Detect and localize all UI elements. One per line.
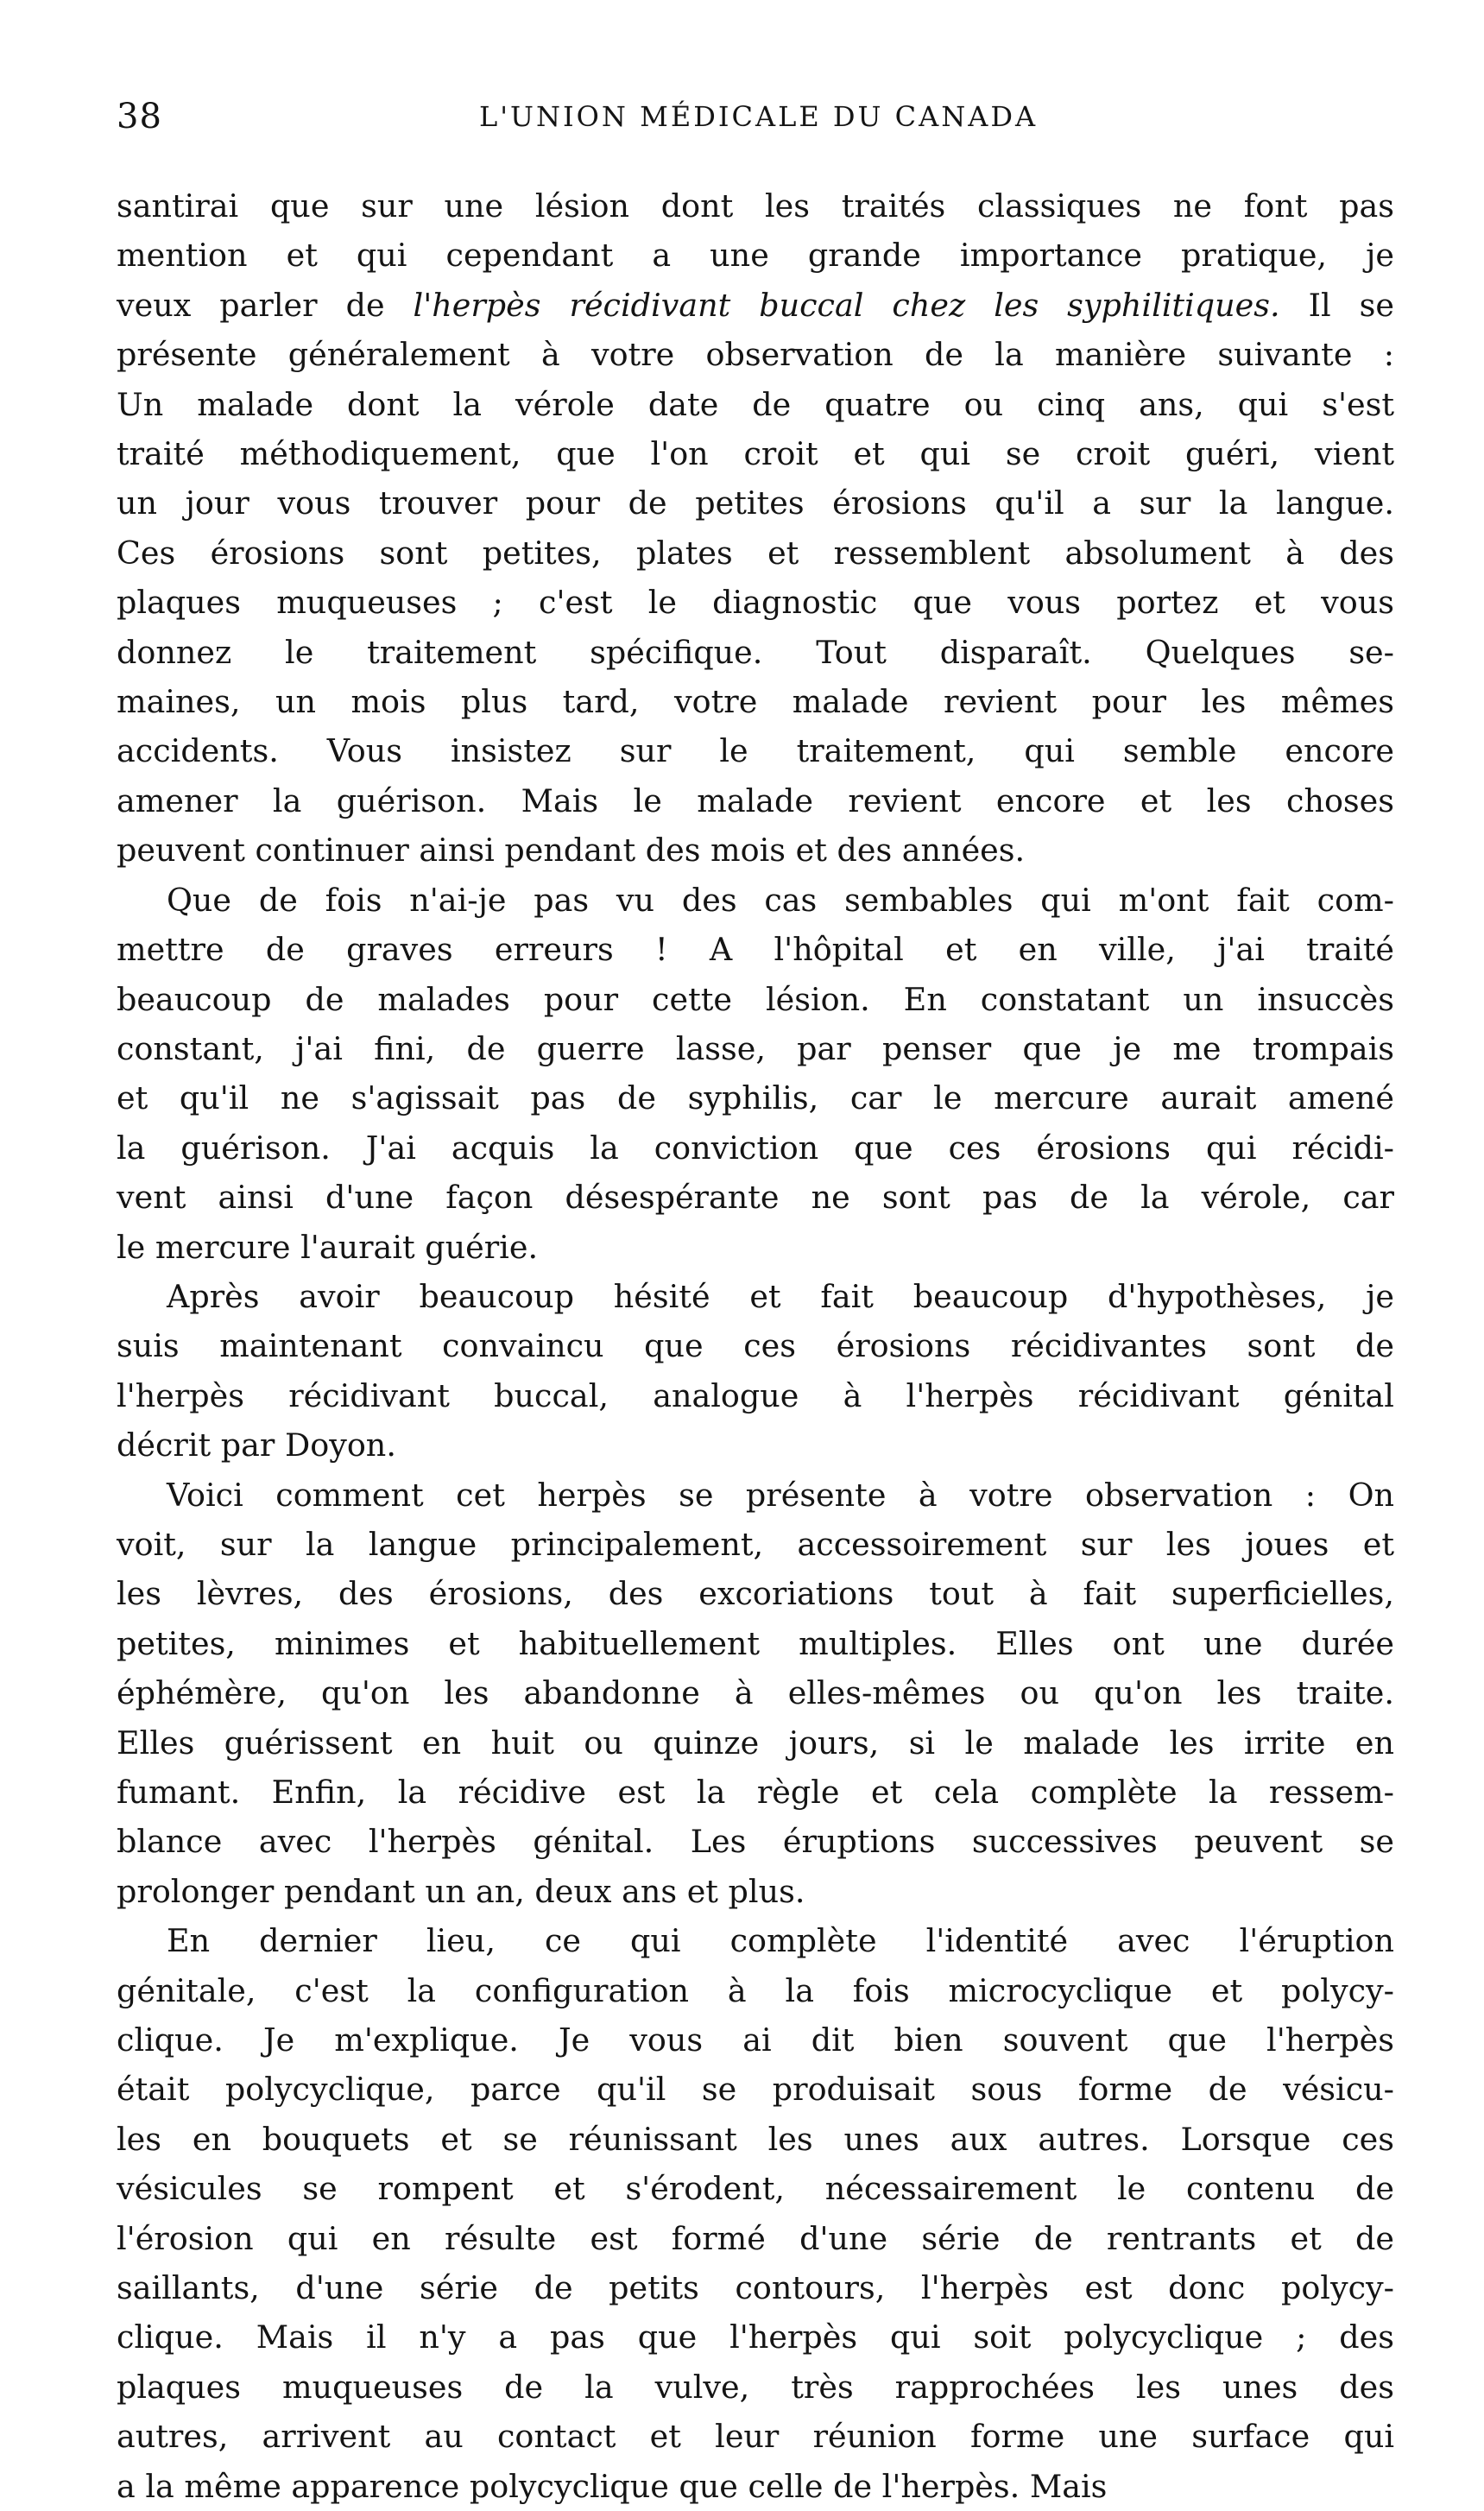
line-text: autres, arrivent au contact et leur réunion forme une surface qui — [117, 2418, 1394, 2456]
line-text: maines, un mois plus tard, votre malade revient pour les mêmes — [117, 683, 1394, 721]
text-line — [117, 2115, 1394, 2164]
line-text: amener la guérison. Mais le malade revient encore et les choses — [117, 781, 1394, 819]
line-text: Elles guérissent en huit ou quinze jours, si le malade les irrite en — [117, 1724, 1394, 1761]
line-text: blance avec l'herpès génital. Les éruptions successives peuvent se — [117, 1823, 1394, 1861]
text-line — [117, 2312, 1394, 2362]
line-text: beaucoup de malades pour cette lésion. En constatant un insuccès — [117, 980, 1394, 1018]
text-line — [117, 1371, 1394, 1420]
line-text: Il se — [1279, 286, 1394, 324]
text-line — [117, 2065, 1394, 2114]
line-text: plaques muqueuses de la vulve, très rapprochées les unes des — [117, 2368, 1394, 2406]
line-text: les en bouquets et se réunissant les unes aux autres. Lorsque ces — [117, 2120, 1394, 2158]
text-line — [117, 2362, 1394, 2412]
line-text: traité méthodiquement, que l'on croit et qui se croit guéri, vient — [117, 435, 1394, 473]
text-line — [117, 1420, 1394, 1470]
line-text: a la même apparence polycyclique que celle de l'herpès. Mais — [117, 2467, 1108, 2505]
line-text: prolonger pendant un an, deux ans et plus. — [117, 1872, 805, 1910]
text-line — [117, 876, 1394, 925]
line-text: suis maintenant convaincu que ces érosions récidivantes sont de — [117, 1327, 1394, 1365]
text-line — [117, 975, 1394, 1024]
line-text: et qu'il ne s'agissait pas de syphilis, car le mercure aurait amené — [117, 1079, 1394, 1117]
text-line — [117, 2462, 1394, 2511]
text-line — [117, 1817, 1394, 1866]
text-line — [117, 181, 1394, 231]
line-text: donnez le traitement spécifique. Tout disparaît. Quelques se- — [117, 633, 1394, 671]
text-line — [117, 2015, 1394, 2065]
line-text: décrit par Doyon. — [117, 1426, 396, 1464]
line-text: les lèvres, des érosions, des excoriations tout à fait superficielles, — [117, 1575, 1394, 1613]
line-text: saillants, d'une série de petits contours, l'herpès est donc polycy- — [117, 2269, 1394, 2307]
text-line — [117, 1668, 1394, 1717]
line-text: peuvent continuer ainsi pendant des mois et des années. — [117, 832, 1026, 870]
text-line — [117, 2412, 1394, 2461]
text-line — [117, 1123, 1394, 1173]
text-line — [117, 776, 1394, 825]
text-line — [117, 1569, 1394, 1618]
line-text: Ces érosions sont petites, plates et ressemblent absolument à des — [117, 534, 1394, 572]
line-text: clique. Mais il n'y a pas que l'herpès qui soit polycyclique ; des — [117, 2318, 1394, 2356]
text-line — [117, 628, 1394, 677]
line-text: était polycyclique, parce qu'il se produisait sous forme de vésicu- — [117, 2071, 1394, 2109]
text-line — [117, 2164, 1394, 2213]
text-line — [117, 1073, 1394, 1123]
text-line — [117, 578, 1394, 627]
line-text: Après avoir beaucoup hésité et fait beaucoup d'hypothèses, je — [167, 1277, 1394, 1315]
line-text: la guérison. J'ai acquis la conviction que ces érosions qui récidi- — [117, 1129, 1394, 1167]
text-line — [117, 231, 1394, 280]
line-text: En dernier lieu, ce qui complète l'identité avec l'éruption — [167, 1922, 1394, 1960]
text-line — [117, 1916, 1394, 1965]
paragraph — [117, 1272, 1394, 1471]
paragraph — [117, 1471, 1394, 1917]
line-text: voit, sur la langue principalement, accessoirement sur les joues et — [117, 1525, 1394, 1563]
text-line — [117, 330, 1394, 379]
text-line — [117, 2263, 1394, 2312]
line-text: fumant. Enfin, la récidive est la règle et cela complète la ressem- — [117, 1774, 1394, 1811]
page-header — [117, 97, 1394, 149]
text-line — [117, 1718, 1394, 1768]
paragraph — [117, 181, 1394, 876]
body-text — [117, 181, 1394, 2511]
line-text: Que de fois n'ai-je pas vu des cas sembables qui m'ont fait com- — [167, 881, 1394, 919]
running-title: L'UNION MÉDICALE DU CANADA — [479, 100, 1039, 133]
line-text: un jour vous trouver pour de petites érosions qu'il a sur la langue. — [117, 484, 1394, 522]
line-text: éphémère, qu'on les abandonne à elles-mêmes ou qu'on les traite. — [117, 1674, 1394, 1712]
line-text: Un malade dont la vérole date de quatre ou cinq ans, qui s'est — [117, 385, 1394, 423]
line-text: le mercure l'aurait guérie. — [117, 1228, 539, 1266]
line-text: génitale, c'est la configuration à la fois microcyclique et polycy- — [117, 1971, 1394, 2009]
text-line — [117, 429, 1394, 478]
line-text: santirai que sur une lésion dont les traités classiques ne font pas — [117, 187, 1394, 225]
text-line — [117, 1867, 1394, 1916]
text-line — [117, 1768, 1394, 1817]
line-text: l'herpès récidivant buccal, analogue à l'herpès récidivant génital — [117, 1376, 1394, 1414]
line-text: Voici comment cet herpès se présente à votre observation : On — [167, 1476, 1394, 1514]
text-line — [117, 1024, 1394, 1073]
text-line — [117, 1520, 1394, 1569]
text-line — [117, 478, 1394, 528]
page-number: 38 — [117, 97, 162, 136]
text-line — [117, 825, 1394, 875]
text-line — [117, 1223, 1394, 1272]
text-line — [117, 925, 1394, 974]
paragraph — [117, 876, 1394, 1272]
text-line — [117, 1471, 1394, 1520]
line-text: clique. Je m'explique. Je vous ai dit bien souvent que l'herpès — [117, 2021, 1394, 2059]
text-line — [117, 677, 1394, 726]
line-text: mettre de graves erreurs ! A l'hôpital et en ville, j'ai traité — [117, 931, 1394, 969]
line-text: plaques muqueuses ; c'est le diagnostic que vous portez et vous — [117, 584, 1394, 622]
italic-phrase: l'herpès récidivant buccal chez les syphilitiques. — [413, 286, 1280, 324]
text-line — [117, 2214, 1394, 2263]
line-text: vésicules se rompent et s'érodent, nécessairement le contenu de — [117, 2170, 1394, 2208]
text-line — [117, 528, 1394, 578]
line-text: accidents. Vous insistez sur le traitement, qui semble encore — [117, 732, 1394, 770]
line-text: présente généralement à votre observation de la manière suivante : — [117, 336, 1394, 374]
line-text: mention et qui cependant a une grande importance pratique, je — [117, 237, 1394, 275]
text-line — [117, 1173, 1394, 1222]
line-text: vent ainsi d'une façon désespérante ne sont pas de la vérole, car — [117, 1179, 1394, 1217]
line-text: petites, minimes et habituellement multiples. Elles ont une durée — [117, 1624, 1394, 1662]
line-text: constant, j'ai fini, de guerre lasse, par penser que je me trompais — [117, 1029, 1394, 1067]
text-line — [117, 726, 1394, 775]
text-line — [117, 1619, 1394, 1668]
paragraph — [117, 1916, 1394, 2511]
line-text: l'érosion qui en résulte est formé d'une série de rentrants et de — [117, 2219, 1394, 2257]
text-line — [117, 380, 1394, 429]
text-line — [117, 281, 1394, 330]
line-text: veux parler de — [117, 286, 414, 324]
text-line — [117, 1321, 1394, 1370]
text-line — [117, 1966, 1394, 2015]
text-line — [117, 1272, 1394, 1321]
